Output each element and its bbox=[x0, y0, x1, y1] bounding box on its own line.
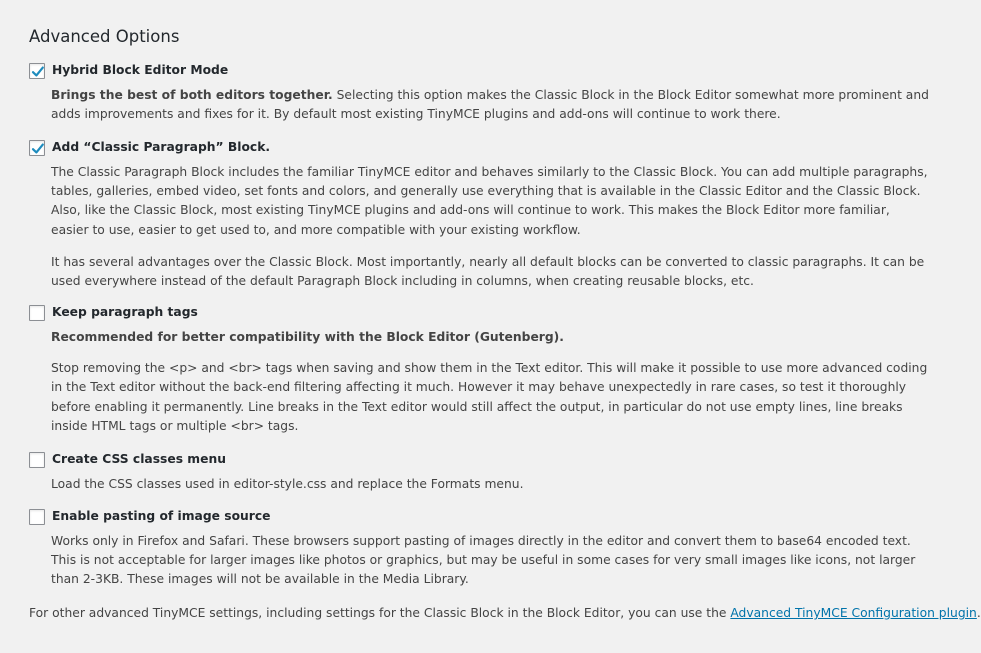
image-source-pasting-desc-text: Works only in Firefox and Safari. These browsers support pasting of images directly in the editor and convert them to base64 encoded text. This is not acceptable for larger images like photos or graphics, but may be useful in some cases for very small images like icons, not larger than 2-3KB. These images will not be available in the Media Library. bbox=[51, 534, 916, 587]
option-keep-paragraph-head bbox=[29, 304, 929, 322]
css-classes-menu-desc-text: Load the CSS classes used in editor-style.css and replace the Formats menu. bbox=[51, 477, 524, 491]
hybrid-mode-desc-text bbox=[51, 86, 931, 124]
hybrid-mode-label[interactable]: Hybrid Block Editor Mode bbox=[52, 63, 229, 78]
hybrid-mode-desc-rest: Selecting this option makes the Classic Block in the Block Editor somewhat more prominent and adds improvements and fixes for it. By default most existing TinyMCE plugins and add-ons will continue to work there. bbox=[51, 88, 929, 122]
option-classic-paragraph-head bbox=[29, 139, 929, 157]
checkmark-icon bbox=[30, 141, 46, 157]
footer-note bbox=[29, 604, 981, 623]
option-css-classes-menu bbox=[29, 451, 929, 494]
option-image-source-pasting bbox=[29, 508, 929, 590]
keep-paragraph-tags-label[interactable]: Keep paragraph tags bbox=[52, 305, 198, 320]
hybrid-mode-desc-strong: Brings the best of both editors together. bbox=[51, 88, 333, 102]
css-classes-menu-label[interactable]: Create CSS classes menu bbox=[52, 452, 226, 467]
hybrid-mode-checkbox[interactable] bbox=[29, 63, 45, 79]
section-title: Advanced Options bbox=[29, 27, 180, 46]
image-source-pasting-description bbox=[51, 532, 931, 590]
option-hybrid-block-editor bbox=[29, 62, 929, 124]
advanced-tinymce-config-link[interactable]: Advanced TinyMCE Configuration plugin bbox=[730, 606, 977, 620]
keep-paragraph-tags-checkbox[interactable] bbox=[29, 305, 45, 321]
footer-period: . bbox=[976, 606, 981, 620]
keep-paragraph-tags-desc-strong-wrap bbox=[51, 328, 931, 347]
classic-paragraph-desc-p1: The Classic Paragraph Block includes the familiar TinyMCE editor and behaves similarly to the Classic Block. You can add multiple paragraphs, tables, galleries, embed video, set fonts and colors, and generally use everything that is available in the Classic Editor and the Classic Block. Also, like the Classic Block, most existing TinyMCE plugins and add-ons will continue to work. This makes the Block Editor more familiar, easier to use, easier to get used to, and more compatible with your existing workflow. bbox=[51, 165, 928, 237]
keep-paragraph-tags-desc-p2: Stop removing the <p> and <br> tags when saving and show them in the Text editor. This will make it possible to use more advanced coding in the Text editor without the back-end filtering affecting it much. However it may behave unexpectedly in rare cases, so test it thoroughly before enabling it permanently. Line breaks in the Text editor would still affect the output, in particular do not use empty lines, line breaks inside HTML tags or multiple <br> tags. bbox=[51, 361, 928, 433]
classic-paragraph-description bbox=[51, 163, 931, 291]
classic-paragraph-checkbox[interactable] bbox=[29, 140, 45, 156]
option-classic-paragraph bbox=[29, 139, 929, 291]
option-hybrid-head bbox=[29, 62, 929, 80]
classic-paragraph-label[interactable]: Add “Classic Paragraph” Block. bbox=[52, 140, 271, 155]
image-source-pasting-checkbox[interactable] bbox=[29, 509, 45, 525]
option-image-source-head bbox=[29, 508, 929, 526]
image-source-pasting-label[interactable]: Enable pasting of image source bbox=[52, 509, 271, 524]
option-keep-paragraph-tags bbox=[29, 304, 929, 436]
footer-text: For other advanced TinyMCE settings, including settings for the Classic Block in the Block Editor, you can use the bbox=[29, 606, 731, 620]
css-classes-menu-description bbox=[51, 475, 931, 494]
hybrid-mode-description bbox=[51, 86, 931, 124]
keep-paragraph-tags-description bbox=[51, 328, 931, 436]
option-css-classes-head bbox=[29, 451, 929, 469]
keep-paragraph-tags-desc-strong: Recommended for better compatibility with the Block Editor (Gutenberg). bbox=[51, 330, 564, 344]
css-classes-menu-checkbox[interactable] bbox=[29, 452, 45, 468]
classic-paragraph-desc-p2: It has several advantages over the Classic Block. Most importantly, nearly all default blocks can be converted to classic paragraphs. It can be used everywhere instead of the default Paragraph Block including in columns, when creating reusable blocks, etc. bbox=[51, 254, 925, 289]
checkmark-icon bbox=[30, 64, 46, 80]
